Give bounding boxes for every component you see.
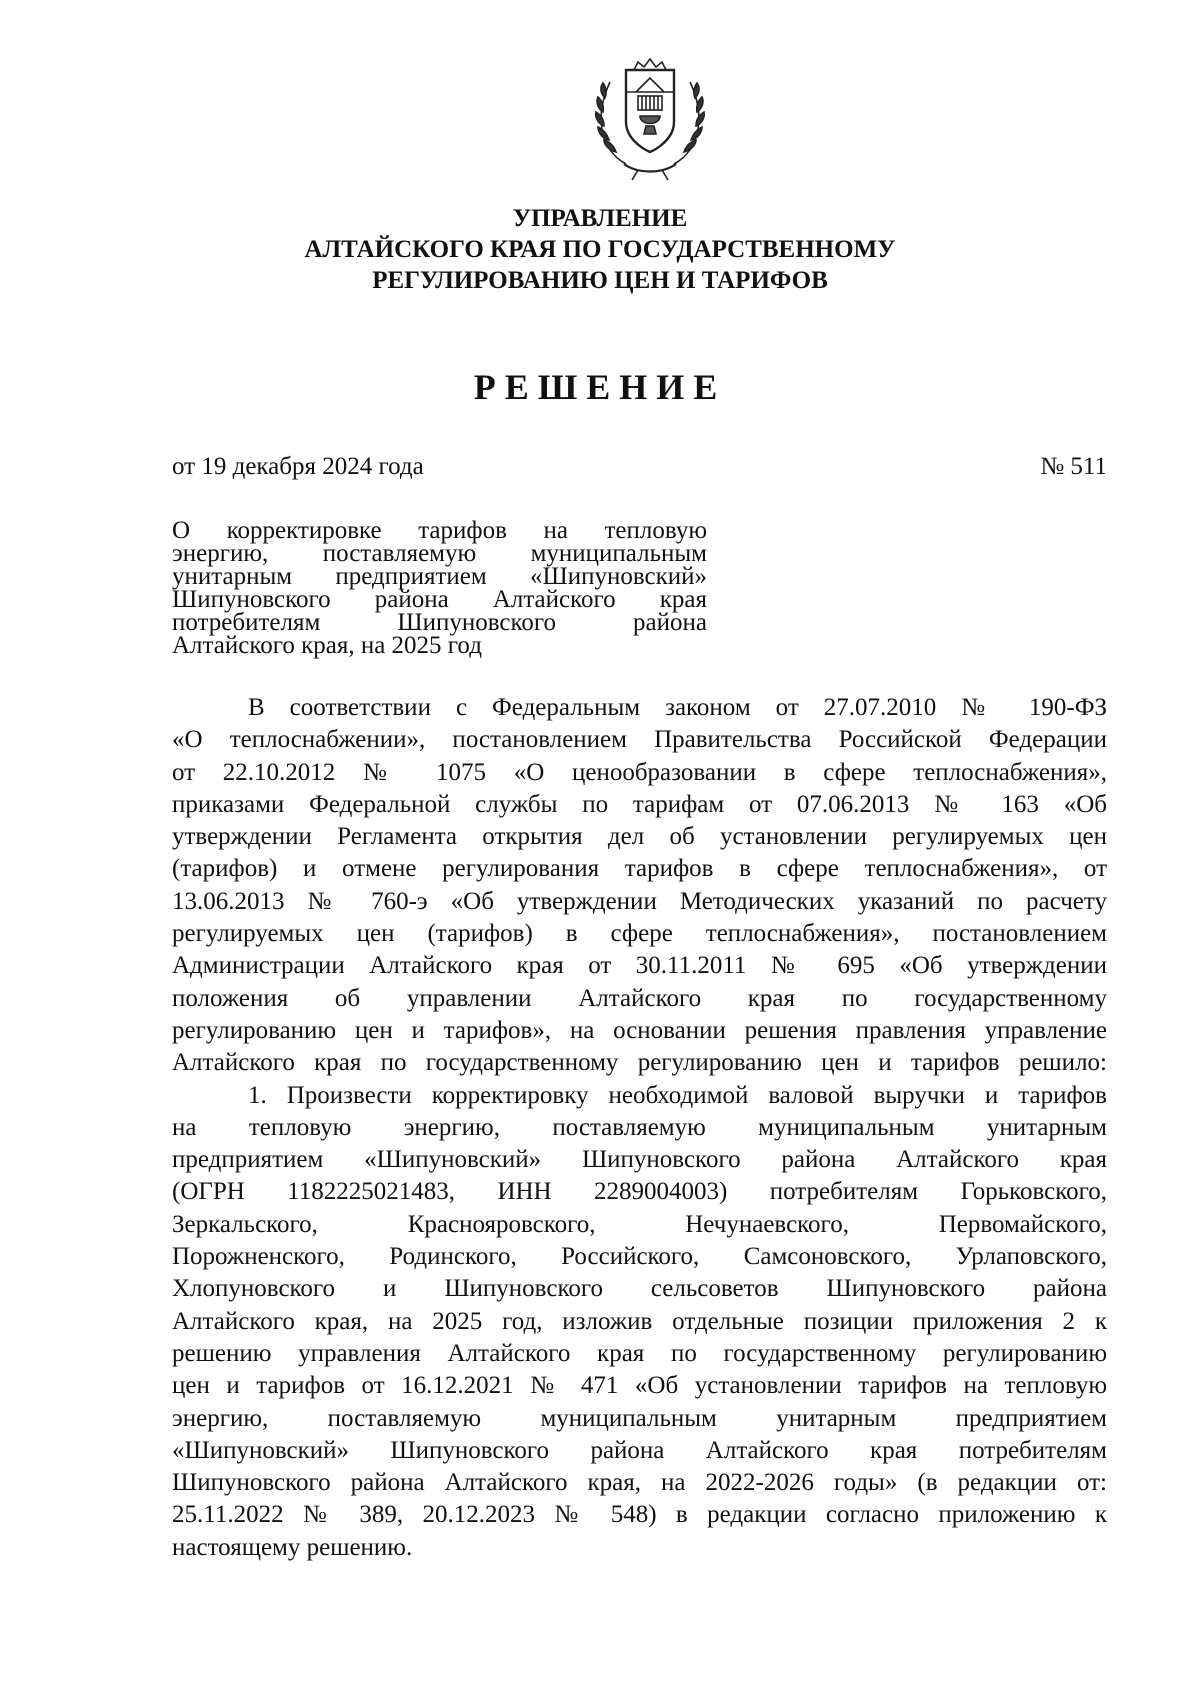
body-line: Порожненского, Родинского, Российского, Самсоновского, Урлаповского, bbox=[172, 1243, 1107, 1271]
body-line: 1. Произвести корректировку необходимой валовой выручки и тарифов bbox=[248, 1081, 1107, 1109]
body-line: (ОГРН 1182225021483, ИНН 2289004003) потребителям Горьковского, bbox=[172, 1178, 1107, 1206]
subject-line: унитарным предприятием «Шипуновский» bbox=[172, 563, 707, 590]
body-line: цен и тарифов от 16.12.2021 № 471 «Об установлении тарифов на тепловую bbox=[172, 1372, 1107, 1400]
body-line: В соответствии с Федеральным законом от 27.07.2010 № 190-ФЗ bbox=[248, 694, 1107, 721]
body-line: решению управления Алтайского края по государственному регулированию bbox=[172, 1339, 1107, 1367]
body-line: «Шипуновский» Шипуновского района Алтайского края потребителям bbox=[172, 1436, 1107, 1464]
body-line: положения об управлении Алтайского края по государственному bbox=[172, 984, 1107, 1012]
org-line-3: РЕГУЛИРОВАНИЮ ЦЕН И ТАРИФОВ bbox=[372, 267, 828, 294]
body-line: приказами Федеральной службы по тарифам от 07.06.2013 № 163 «Об bbox=[172, 790, 1107, 818]
body-line: от 22.10.2012 № 1075 «О ценообразовании в сфере теплоснабжения», bbox=[172, 758, 1107, 786]
subject-line: энергию, поставляемую муниципальным bbox=[172, 540, 707, 567]
body-line: утверждении Регламента открытия дел об установлении регулируемых цен bbox=[172, 823, 1107, 851]
document-title: РЕШЕНИЕ bbox=[473, 367, 727, 407]
document-number: № 511 bbox=[1040, 453, 1107, 480]
org-line-2: АЛТАЙСКОГО КРАЯ ПО ГОСУДАРСТВЕННОМУ bbox=[304, 236, 896, 263]
subject-line: Шипуновского района Алтайского края bbox=[172, 586, 707, 613]
altai-krai-coat-of-arms-icon bbox=[586, 52, 714, 182]
body-line: настоящему решению. bbox=[172, 1533, 413, 1561]
body-text bbox=[172, 692, 1107, 1564]
body-line: 25.11.2022 № 389, 20.12.2023 № 548) в редакции согласно приложению к bbox=[172, 1501, 1107, 1529]
body-line: Хлопуновского и Шипуновского сельсоветов Шипуновского района bbox=[172, 1275, 1107, 1303]
body-line: энергию, поставляемую муниципальным унитарным предприятием bbox=[172, 1404, 1107, 1432]
body-line: Алтайского края, на 2025 год, изложив отдельные позиции приложения 2 к bbox=[172, 1307, 1107, 1335]
document-date: от 19 декабря 2024 года bbox=[172, 453, 424, 480]
body-line: 13.06.2013 № 760-э «Об утверждении Методических указаний по расчету bbox=[172, 887, 1107, 915]
body-line: «О теплоснабжении», постановлением Правительства Российской Федерации bbox=[172, 726, 1107, 754]
subject-line: О корректировке тарифов на тепловую bbox=[172, 517, 707, 544]
body-line: регулированию цен и тарифов», на основании решения правления управление bbox=[172, 1016, 1107, 1044]
subject-block bbox=[172, 519, 707, 657]
organization-name bbox=[0, 203, 1200, 296]
body-line: регулируемых цен (тарифов) в сфере теплоснабжения», постановлением bbox=[172, 920, 1107, 948]
body-line: Зеркальского, Краснояровского, Нечунаевского, Первомайского, bbox=[172, 1210, 1107, 1238]
org-line-1: УПРАВЛЕНИЕ bbox=[512, 205, 688, 232]
body-line: (тарифов) и отмене регулирования тарифов в сфере теплоснабжения», от bbox=[172, 855, 1107, 883]
body-line: Администрации Алтайского края от 30.11.2011 № 695 «Об утверждении bbox=[172, 952, 1107, 980]
body-line: Шипуновского района Алтайского края, на 2022-2026 годы» (в редакции от: bbox=[172, 1469, 1107, 1497]
subject-line: Алтайского края, на 2025 год bbox=[172, 632, 482, 659]
body-line: Алтайского края по государственному регулированию цен и тарифов решило: bbox=[172, 1049, 1107, 1077]
subject-line: потребителям Шипуновского района bbox=[172, 609, 707, 636]
body-line: предприятием «Шипуновский» Шипуновского района Алтайского края bbox=[172, 1146, 1107, 1174]
body-line: на тепловую энергию, поставляемую муниципальным унитарным bbox=[172, 1113, 1107, 1141]
